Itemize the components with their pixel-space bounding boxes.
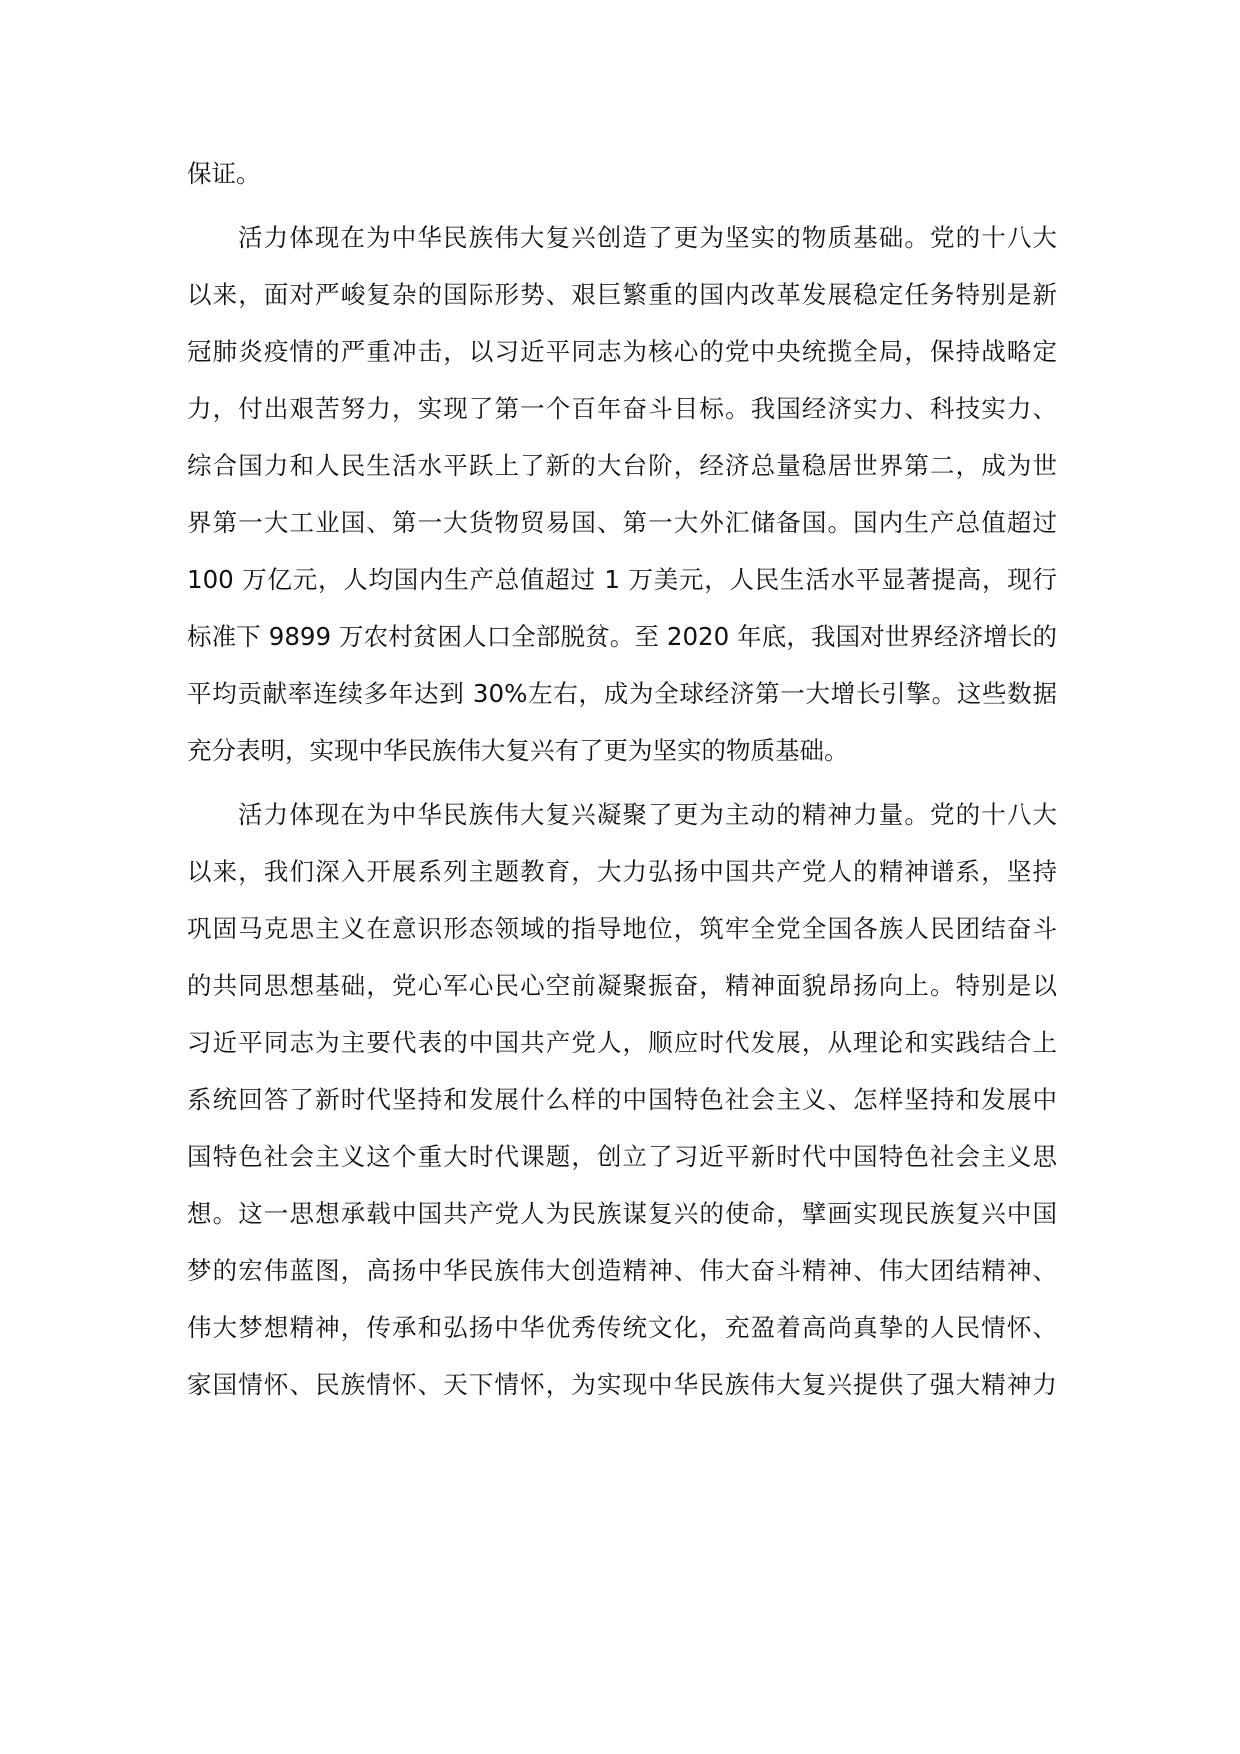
text-line: 以来，我们深入开展系列主题教育，大力弘扬中国共产党人的精神谱系，坚持 xyxy=(187,857,1057,886)
text-line: 充分表明，实现中华民族伟大复兴有了更为坚实的物质基础。 xyxy=(187,736,849,765)
text-line: 国特色社会主义这个重大时代课题，创立了习近平新时代中国特色社会主义思 xyxy=(187,1142,1057,1171)
text-line: 平均贡献率连续多年达到 30%左右，成为全球经济第一大增长引擎。这些数据 xyxy=(187,679,1057,708)
text-line: 习近平同志为主要代表的中国共产党人，顺应时代发展，从理论和实践结合上 xyxy=(187,1028,1057,1057)
text-line: 梦的宏伟蓝图，高扬中华民族伟大创造精神、伟大奋斗精神、伟大团结精神、 xyxy=(187,1256,1057,1285)
text-line: 以来，面对严峻复杂的国际形势、艰巨繁重的国内改革发展稳定任务特别是新 xyxy=(187,280,1057,309)
text-line: 家国情怀、民族情怀、天下情怀，为实现中华民族伟大复兴提供了强大精神力 xyxy=(187,1370,1057,1399)
text-line: 保证。 xyxy=(187,159,261,188)
text-line: 界第一大工业国、第一大货物贸易国、第一大外汇储备国。国内生产总值超过 xyxy=(187,508,1057,537)
text-line: 的共同思想基础，党心军心民心空前凝聚振奋，精神面貌昂扬向上。特别是以 xyxy=(187,971,1057,1000)
text-line: 标准下 9899 万农村贫困人口全部脱贫。至 2020 年底，我国对世界经济增长的 xyxy=(187,622,1057,651)
text-line: 伟大梦想精神，传承和弘扬中华优秀传统文化，充盈着高尚真挚的人民情怀、 xyxy=(187,1313,1057,1342)
text-line: 100 万亿元，人均国内生产总值超过 1 万美元，人民生活水平显著提高，现行 xyxy=(187,565,1057,594)
text-line: 力，付出艰苦努力，实现了第一个百年奋斗目标。我国经济实力、科技实力、 xyxy=(187,394,1057,423)
paragraph-first-line: 活力体现在为中华民族伟大复兴凝聚了更为主动的精神力量。党的十八大 xyxy=(238,800,1057,829)
text-line: 巩固马克思主义在意识形态领域的指导地位，筑牢全党全国各族人民团结奋斗 xyxy=(187,914,1057,943)
text-line: 系统回答了新时代坚持和发展什么样的中国特色社会主义、怎样坚持和发展中 xyxy=(187,1085,1057,1114)
text-line: 综合国力和人民生活水平跃上了新的大台阶，经济总量稳居世界第二，成为世 xyxy=(187,451,1057,480)
text-line: 冠肺炎疫情的严重冲击，以习近平同志为核心的党中央统揽全局，保持战略定 xyxy=(187,337,1057,366)
text-line: 想。这一思想承载中国共产党人为民族谋复兴的使命，擘画实现民族复兴中国 xyxy=(187,1199,1057,1228)
paragraph-first-line: 活力体现在为中华民族伟大复兴创造了更为坚实的物质基础。党的十八大 xyxy=(238,223,1057,252)
